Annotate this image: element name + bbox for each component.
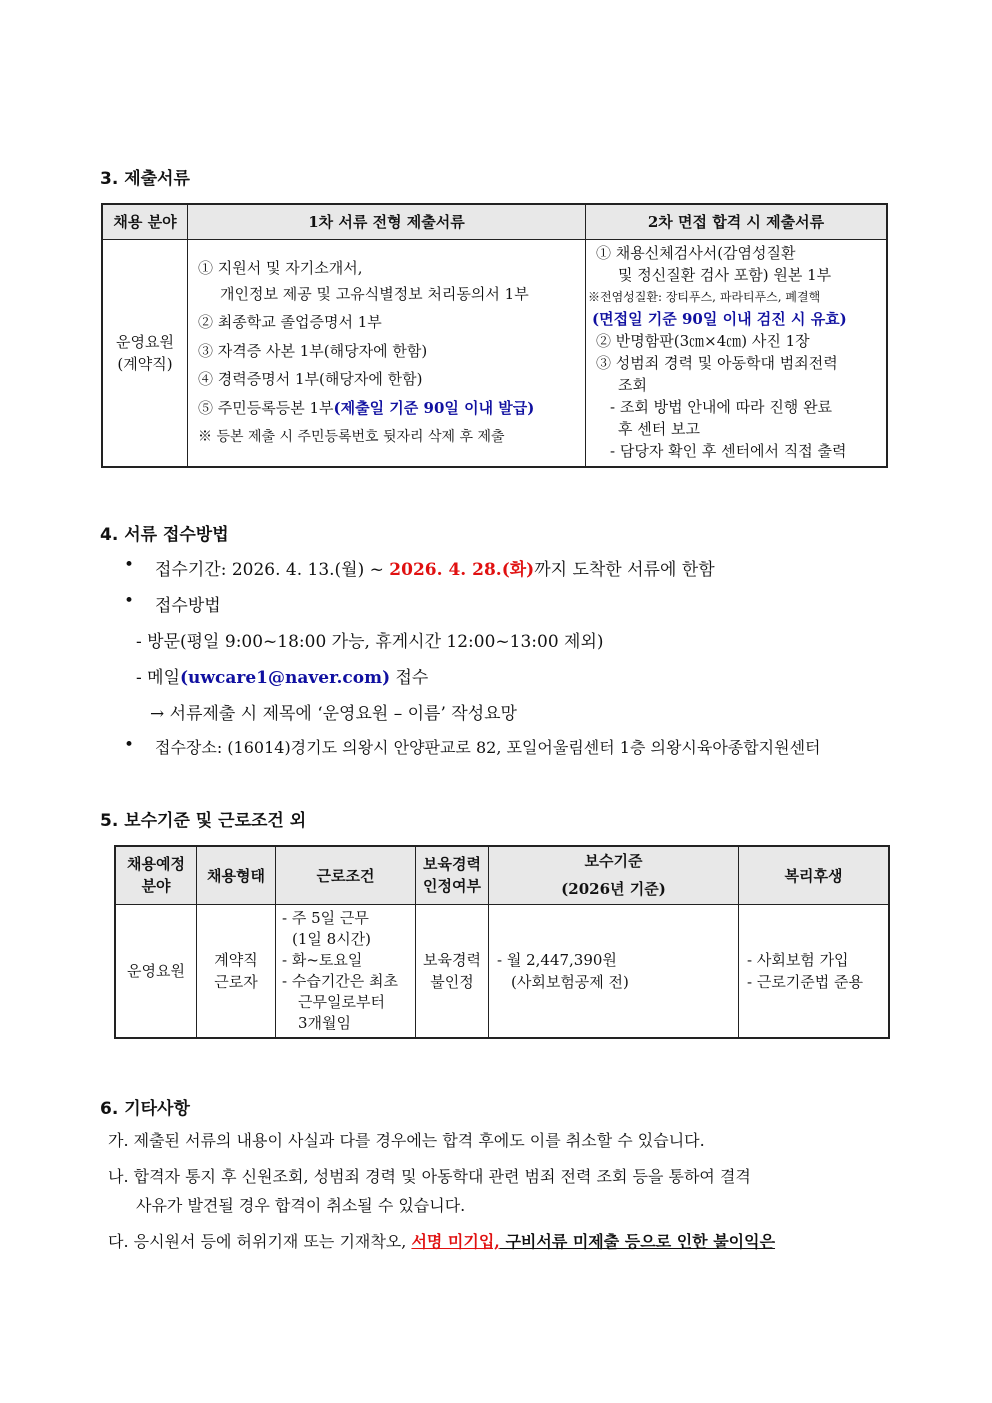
arrow-line: → 서류제출 시 제목에 ‘운영요원 – 이름’ 작성요망 [150, 704, 517, 724]
header-type: 채용형태 [197, 846, 276, 904]
visit-line: - 방문(평일 9:00~18:00 가능, 휴게시간 12:00~13:00 제외) [136, 632, 604, 652]
welfare-line: - 근로기준법 준용 [747, 972, 864, 991]
header-line: 보육경력 [423, 855, 481, 874]
doc-item: 및 정신질환 검사 포함) 원본 1부 [618, 265, 832, 284]
note-da [108, 1229, 775, 1252]
period-text: 접수기간: 2026. 4. 13.(월) ~ [155, 560, 390, 580]
doc-item: - 조회 방법 안내에 따라 진행 완료 [610, 397, 833, 416]
type-cell [197, 904, 276, 1038]
career-line: 보육경력 [423, 950, 481, 969]
field-cell [102, 239, 188, 467]
doc-item-highlight: (제출일 기준 90일 이내 발급) [333, 398, 535, 417]
field-name: 운영요원 [116, 332, 174, 351]
doc-item: ③ 성범죄 경력 및 아동학대 범죄전력 [596, 353, 838, 372]
mail-address[interactable]: (uwcare1@naver.com) [180, 668, 391, 688]
doc-item: - 담당자 확인 후 센터에서 직접 출력 [610, 441, 847, 460]
place-line: 접수장소: (16014)경기도 의왕시 안양판교로 82, 포일어울림센터 1층 의왕시육아종합지원센터 [155, 738, 821, 757]
period-suffix: 까지 도착한 서류에 한함 [534, 560, 715, 580]
conditions-table [114, 845, 890, 1039]
note-da-highlight: 서명 미기입, [411, 1232, 500, 1251]
method-line: 접수방법 [155, 596, 221, 616]
note-ga: 가. 제출된 서류의 내용이 사실과 다를 경우에는 합격 후에도 이를 취소할 수 있습니다. [108, 1131, 705, 1150]
note-da-text: 다. 응시원서 등에 허위기재 또는 기재착오, [108, 1232, 412, 1251]
doc-item: 조회 [618, 375, 647, 394]
doc-item: ④ 경력증명서 1부(해당자에 한함) [198, 369, 423, 388]
doc-item: ② 최종학교 졸업증명서 1부 [198, 312, 382, 331]
header-pay [489, 846, 739, 904]
condition-line: - 수습기간은 최초 [282, 971, 399, 990]
bullet-icon: • [124, 555, 135, 575]
mail-line [136, 663, 428, 688]
header-career [416, 846, 489, 904]
doc-highlight: (면접일 기준 90일 이내 검진 시 유효) [592, 309, 847, 328]
period-line [155, 555, 715, 580]
header-condition: 근로조건 [276, 846, 416, 904]
bullet-icon: • [124, 735, 135, 755]
condition-cell [276, 904, 416, 1038]
header-line: 분야 [141, 877, 171, 896]
welfare-line: - 사회보험 가입 [747, 950, 849, 969]
welfare-cell [739, 904, 890, 1038]
doc-item: ① 채용신체검사서(감염성질환 [596, 243, 796, 262]
condition-line: 근무일로부터 [298, 992, 385, 1011]
header-line: 채용예정 [127, 855, 185, 874]
section-4-title: 4. 서류 접수방법 [100, 525, 229, 545]
pay-cell [489, 904, 739, 1038]
header-line: 인정여부 [423, 877, 481, 896]
doc-item-text: ⑤ 주민등록등본 1부 [198, 398, 334, 417]
header-field [115, 846, 197, 904]
header-first-round: 1차 서류 전형 제출서류 [188, 204, 586, 239]
second-round-docs [586, 239, 888, 467]
type-line: 근로자 [214, 972, 258, 991]
header-second-round: 2차 면접 합격 시 제출서류 [586, 204, 888, 239]
documents-table [101, 203, 888, 468]
doc-item [198, 393, 585, 423]
header-welfare: 복리후생 [739, 846, 890, 904]
career-cell [416, 904, 489, 1038]
section-5-title: 5. 보수기준 및 근로조건 외 [100, 811, 307, 831]
note-na: 나. 합격자 통지 후 신원조회, 성범죄 경력 및 아동학대 관련 범죄 전력 조회 등을 통하여 결격 [108, 1167, 751, 1186]
doc-item: ① 지원서 및 자기소개서, [198, 258, 363, 277]
first-round-docs [188, 239, 586, 467]
condition-line: - 화~토요일 [282, 950, 363, 969]
condition-line: - 주 5일 근무 [282, 908, 369, 927]
header-line: 보수기준 [584, 852, 643, 871]
field-type: (계약직) [117, 354, 173, 373]
mail-prefix: - 메일 [136, 668, 180, 688]
doc-item: 개인정보 제공 및 고유식별정보 처리동의서 1부 [220, 284, 529, 303]
header-line: (2026년 기준) [561, 880, 666, 899]
note-da-underline: 구비서류 미제출 등으로 인한 불이익은 [499, 1232, 776, 1251]
pay-line: (사회보험공제 전) [511, 972, 629, 991]
condition-line: (1일 8시간) [292, 929, 372, 948]
mail-suffix: 접수 [390, 668, 429, 688]
bullet-icon: • [124, 591, 135, 611]
note-na-cont: 사유가 발견될 경우 합격이 취소될 수 있습니다. [136, 1196, 466, 1215]
field-cell: 운영요원 [115, 904, 197, 1038]
section-3-title: 3. 제출서류 [100, 169, 190, 189]
period-deadline: 2026. 4. 28.(화) [389, 560, 535, 580]
section-6-title: 6. 기타사항 [100, 1099, 190, 1119]
doc-note: ※ 등본 제출 시 주민등록번호 뒷자리 삭제 후 제출 [198, 428, 505, 445]
doc-item: 후 센터 보고 [618, 419, 700, 438]
type-line: 계약직 [214, 950, 258, 969]
career-line: 불인정 [430, 972, 474, 991]
doc-item: ③ 자격증 사본 1부(해당자에 한함) [198, 341, 428, 360]
doc-item: ② 반명함판(3㎝×4㎝) 사진 1장 [596, 331, 810, 350]
header-field: 채용 분야 [102, 204, 188, 239]
condition-line: 3개월임 [298, 1013, 352, 1032]
doc-small-note: ※전염성질환: 장티푸스, 파라티푸스, 폐결핵 [588, 289, 821, 304]
pay-line: - 월 2,447,390원 [497, 950, 617, 969]
